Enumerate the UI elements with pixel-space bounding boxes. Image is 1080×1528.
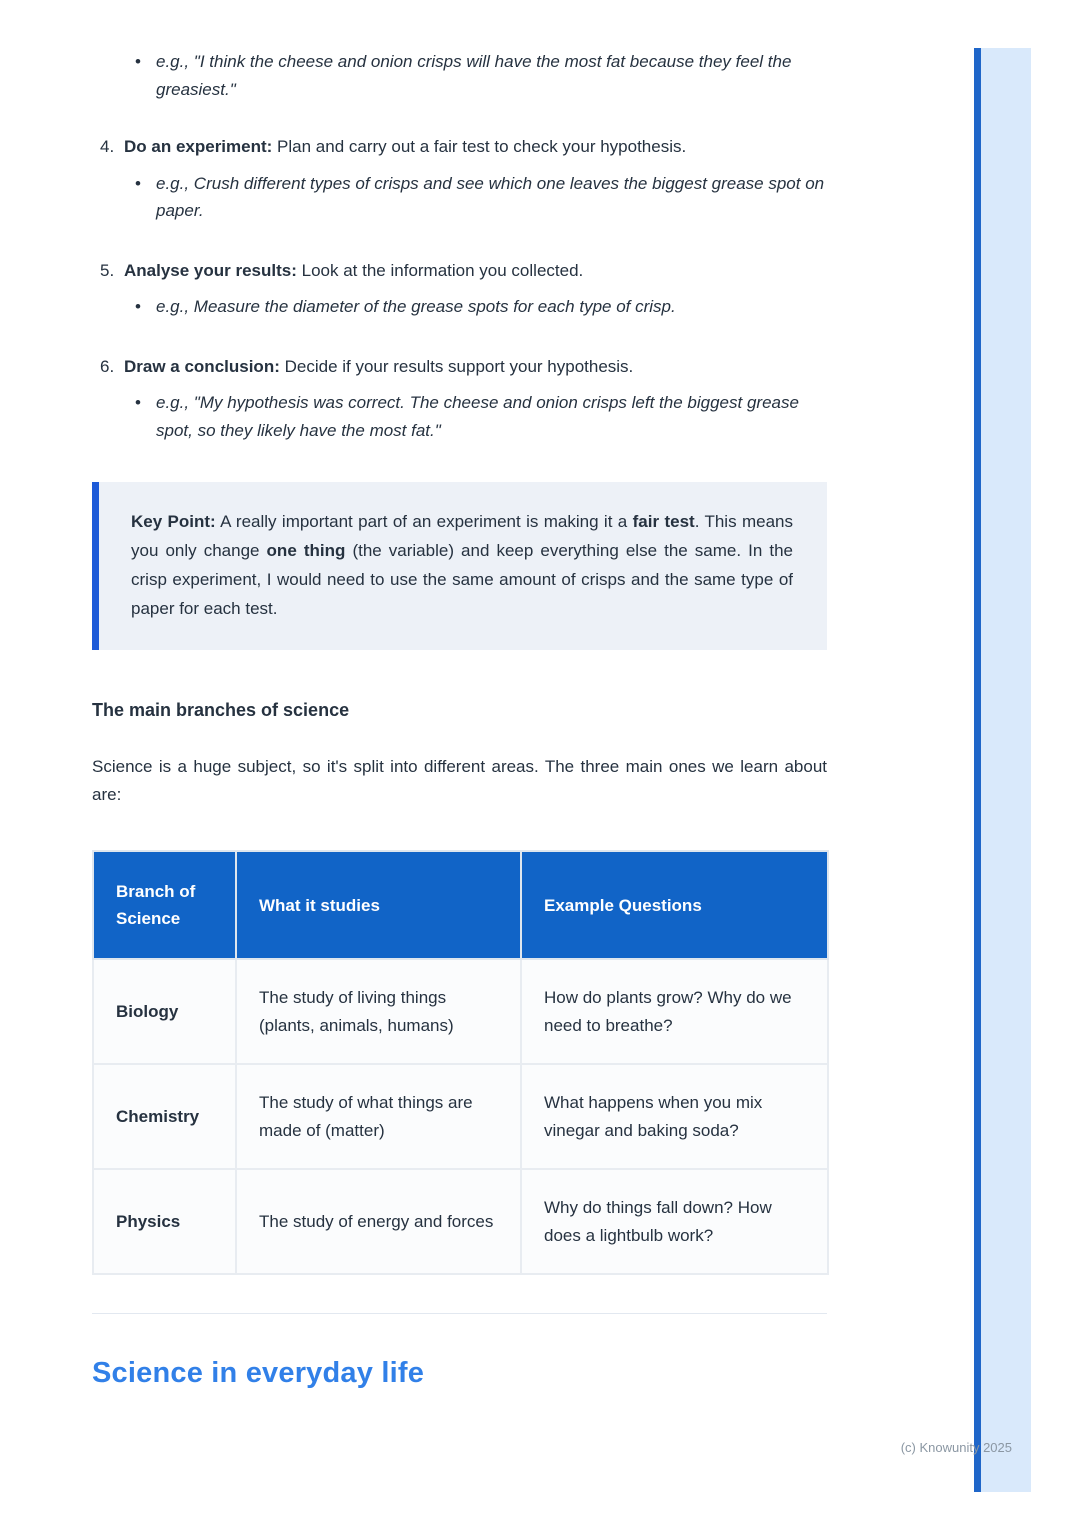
step-number: 4. bbox=[100, 137, 115, 157]
table-cell-questions: What happens when you mix vinegar and baking soda? bbox=[521, 1064, 828, 1169]
page-edge-panel bbox=[981, 48, 1031, 1492]
step-label: Analyse your results: bbox=[124, 260, 297, 280]
table-row bbox=[93, 959, 828, 1064]
step-label: Draw a conclusion: bbox=[124, 356, 280, 376]
column-header: Branch of Science bbox=[93, 851, 236, 959]
ordered-step bbox=[92, 133, 827, 225]
ordered-step bbox=[92, 257, 827, 321]
example-bullet-item bbox=[124, 170, 827, 225]
table-cell-branch: Biology bbox=[93, 959, 236, 1064]
step-body bbox=[124, 133, 827, 225]
branches-of-science-table bbox=[92, 850, 829, 1275]
bullet-icon: • bbox=[135, 393, 141, 413]
table-cell-questions: How do plants grow? Why do we need to breathe? bbox=[521, 959, 828, 1064]
example-text: e.g., "My hypothesis was correct. The cheese and onion crisps left the biggest grease spot, so they likely have the most fat." bbox=[156, 393, 799, 440]
key-point-label: Key Point: bbox=[131, 512, 216, 532]
table-cell-studies: The study of living things (plants, animals, humans) bbox=[236, 959, 521, 1064]
column-header: Example Questions bbox=[521, 851, 828, 959]
table-row bbox=[93, 1169, 828, 1274]
step-label: Do an experiment: bbox=[124, 137, 273, 157]
example-text: e.g., Crush different types of crisps and see which one leaves the biggest grease spot on paper. bbox=[156, 173, 825, 221]
ordered-step bbox=[92, 353, 827, 445]
section-heading: The main branches of science bbox=[92, 699, 350, 720]
step-body bbox=[124, 353, 827, 445]
table-header-row bbox=[93, 851, 828, 959]
example-bullet-item bbox=[124, 389, 827, 444]
table-row bbox=[93, 1064, 828, 1169]
table-cell-branch: Chemistry bbox=[93, 1064, 236, 1169]
bullet-icon: • bbox=[135, 297, 141, 317]
example-text: e.g., "I think the cheese and onion crisps will have the most fat because they feel the greasiest." bbox=[156, 52, 792, 99]
example-text: e.g., Measure the diameter of the grease spots for each type of crisp. bbox=[156, 297, 676, 317]
step-text: Draw a conclusion: Decide if your results support your hypothesis. bbox=[124, 356, 634, 376]
example-bullet-item bbox=[124, 293, 827, 321]
step-number: 5. bbox=[100, 260, 115, 280]
bullet-icon: • bbox=[135, 173, 141, 193]
next-section-title: Science in everyday life bbox=[92, 1357, 425, 1390]
document-content bbox=[92, 48, 827, 1397]
section-divider bbox=[92, 1313, 827, 1314]
table-cell-studies: The study of what things are made of (matter) bbox=[236, 1064, 521, 1169]
column-header: What it studies bbox=[236, 851, 521, 959]
step-number: 6. bbox=[100, 356, 115, 376]
step-text: Analyse your results: Look at the information you collected. bbox=[124, 260, 584, 280]
table-cell-studies: The study of energy and forces bbox=[236, 1169, 521, 1274]
step-body bbox=[124, 257, 827, 321]
page-edge-accent-line bbox=[974, 48, 981, 1492]
table-cell-branch: Physics bbox=[93, 1169, 236, 1274]
bullet-icon: • bbox=[135, 52, 141, 71]
section-paragraph: Science is a huge subject, so it's split into different areas. The three main ones we learn about are: bbox=[92, 757, 827, 804]
table-cell-questions: Why do things fall down? How does a lightbulb work? bbox=[521, 1169, 828, 1274]
key-point-callout: Key Point: A really important part of an experiment is making it a fair test. This means you only change one thing (the variable) and keep everything else the same. In the crisp experiment, I would need to use the same amount of crisps and the same type of paper for each test. bbox=[92, 482, 827, 650]
watermark: (c) Knowunity 2025 bbox=[900, 1440, 1012, 1455]
step-text: Do an experiment: Plan and carry out a fair test to check your hypothesis. bbox=[124, 137, 687, 157]
example-bullet-item bbox=[92, 48, 827, 103]
